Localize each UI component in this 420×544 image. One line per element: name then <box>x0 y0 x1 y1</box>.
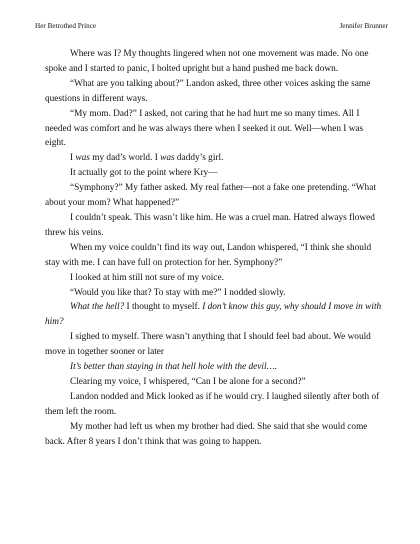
emphasis-text: It’s better than staying in that hell hole with the devil…. <box>70 362 278 373</box>
paragraph-text: It actually got to the point where Kry— <box>70 168 218 179</box>
paragraph-text: I looked at him still not sure of my voice. <box>70 272 224 283</box>
paragraph-text: When my voice couldn’t find its way out, Landon whispered, “I think she should stay with me. I can have full on protection for her. Symphony?” <box>45 242 372 268</box>
paragraph <box>45 360 383 375</box>
emphasis-text: was <box>160 153 175 164</box>
paragraph <box>45 107 383 152</box>
paragraph-text: “Symphony?” My father asked. My real father—not a fake one pretending. “What about your mom? What happened?” <box>45 183 376 209</box>
paragraph <box>45 181 383 211</box>
paragraph-text: “Would you like that? To stay with me?” I nodded slowly. <box>70 287 286 298</box>
paragraph <box>45 300 383 330</box>
author-name: Jennifer Brunner <box>339 22 388 30</box>
emphasis-text: I don’t know this guy, why should I move in with him? <box>45 302 382 328</box>
paragraph-text: Clearing my voice, I whispered, “Can I be alone for a second?” <box>70 376 306 387</box>
paragraph <box>45 390 383 420</box>
paragraph <box>45 271 383 286</box>
paragraph <box>45 211 383 241</box>
paragraph-text: Landon nodded and Mick looked as if he would cry. I laughed silently after both of them left the room. <box>45 391 380 417</box>
paragraph-text: daddy’s girl. <box>174 153 224 164</box>
paragraph <box>45 420 383 450</box>
book-title: Her Betrothed Prince <box>35 22 97 30</box>
paragraph <box>45 286 383 301</box>
paragraph <box>45 151 383 166</box>
paragraph-text: my dad’s world. I <box>89 153 161 164</box>
paragraph <box>45 375 383 390</box>
paragraph-text: “My mom. Dad?” I asked, not caring that he had hurt me so many times. All I needed was comfort and he was always there when I seeked it out. Well—when I was eight. <box>45 108 364 149</box>
paragraph-text: I <box>70 153 76 164</box>
paragraph-text: I thought to myself. <box>124 302 203 313</box>
paragraph <box>45 330 383 360</box>
paragraph <box>45 241 383 271</box>
body-text <box>45 47 383 449</box>
emphasis-text: What the hell? <box>70 302 125 313</box>
paragraph-text: My mother had left us when my brother had died. She said that she would come back. After 8 years I don’t think that was going to happen. <box>45 421 368 447</box>
paragraph-text: I sighed to myself. There wasn’t anything that I should feel bad about. We would move in together sooner or later <box>45 332 371 358</box>
paragraph-text: Where was I? My thoughts lingered when not one movement was made. No one spoke and I started to panic, I bolted upright but a hand pushed me back down. <box>45 49 369 74</box>
paragraph-text: “What are you talking about?” Landon asked, three other voices asking the same questions in different ways. <box>45 78 371 104</box>
emphasis-text: was <box>75 153 90 164</box>
paragraph-text: I couldn’t speak. This wasn’t like him. He was a cruel man. Hatred always flowed threw his veins. <box>45 212 375 238</box>
paragraph <box>45 166 383 181</box>
paragraph <box>45 47 383 77</box>
paragraph <box>45 77 383 107</box>
